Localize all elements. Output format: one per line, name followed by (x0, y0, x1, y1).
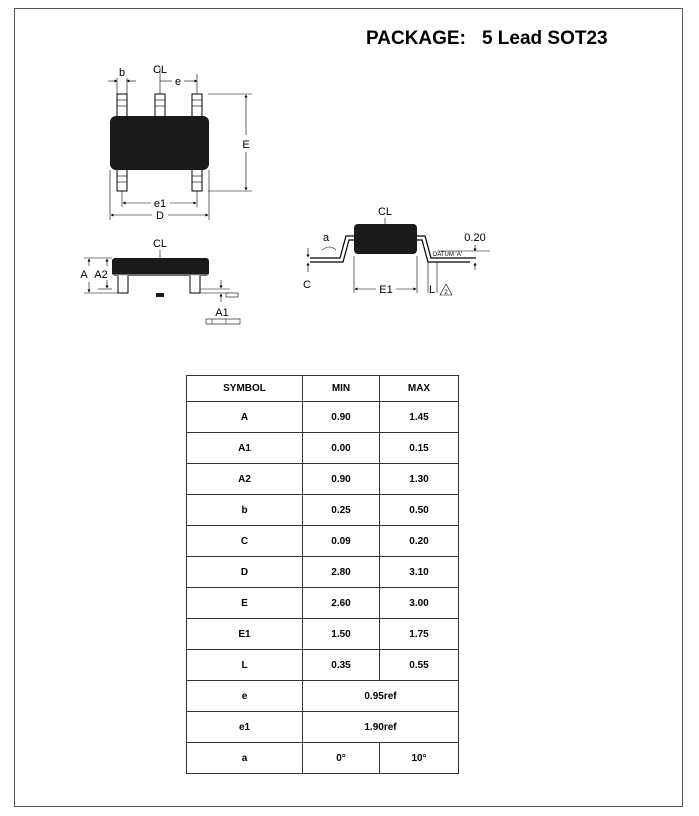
header-symbol: SYMBOL (187, 376, 303, 402)
table-row (187, 681, 459, 712)
label-datum-value: 0.20 (464, 232, 486, 244)
label-e: e (174, 76, 182, 88)
label-A2: A2 (94, 269, 108, 281)
table-row (187, 588, 459, 619)
package-drawing (0, 0, 699, 370)
max-cell: 3.10 (380, 557, 459, 588)
table-row (187, 402, 459, 433)
label-e1: e1 (153, 198, 167, 210)
table-row (187, 712, 459, 743)
symbol-cell: D (187, 557, 303, 588)
min-cell: 0.09 (303, 526, 380, 557)
package-name: 5 Lead SOT23 (481, 28, 608, 49)
min-cell: 0.25 (303, 495, 380, 526)
min-cell: 2.80 (303, 557, 380, 588)
symbol-cell: A (187, 402, 303, 433)
symbol-cell: e1 (187, 712, 303, 743)
label-D: D (156, 210, 164, 222)
label-datum: DATUM 'A' (433, 252, 462, 258)
note-marker: 2 (444, 290, 448, 296)
max-cell: 1.45 (380, 402, 459, 433)
label-C: C (303, 279, 311, 291)
symbol-cell: E1 (187, 619, 303, 650)
max-cell: 0.15 (380, 433, 459, 464)
table-header-row (187, 376, 459, 402)
table-row (187, 619, 459, 650)
value-cell: 0.95ref (303, 681, 459, 712)
symbol-cell: e (187, 681, 303, 712)
label-E: E (242, 139, 250, 151)
min-cell: 1.50 (303, 619, 380, 650)
table-row (187, 464, 459, 495)
label-a: a (322, 232, 330, 244)
label-centerline: CL (152, 64, 168, 76)
end-view (303, 206, 490, 296)
max-cell: 0.20 (380, 526, 459, 557)
table-row (187, 557, 459, 588)
min-cell: 0.35 (303, 650, 380, 681)
label-centerline-end: CL (377, 206, 393, 218)
min-cell: 0.90 (303, 464, 380, 495)
symbol-cell: a (187, 743, 303, 774)
label-L: L (428, 284, 436, 296)
top-view (108, 64, 252, 222)
header-min: MIN (303, 376, 380, 402)
table-row (187, 433, 459, 464)
symbol-cell: C (187, 526, 303, 557)
label-b: b (118, 67, 126, 79)
max-cell: 10° (380, 743, 459, 774)
max-cell: 1.75 (380, 619, 459, 650)
max-cell: 0.55 (380, 650, 459, 681)
min-cell: 0.90 (303, 402, 380, 433)
label-centerline-side: CL (152, 238, 168, 250)
dimension-table (186, 375, 459, 774)
table-row (187, 526, 459, 557)
symbol-cell: b (187, 495, 303, 526)
header-max: MAX (380, 376, 459, 402)
table-row (187, 743, 459, 774)
symbol-cell: A2 (187, 464, 303, 495)
max-cell: 0.50 (380, 495, 459, 526)
table-row (187, 650, 459, 681)
label-A1: A1 (215, 307, 229, 319)
max-cell: 3.00 (380, 588, 459, 619)
label-E1: E1 (379, 284, 393, 296)
label-A: A (80, 269, 88, 281)
min-cell: 2.60 (303, 588, 380, 619)
table-row (187, 495, 459, 526)
min-cell: 0° (303, 743, 380, 774)
symbol-cell: E (187, 588, 303, 619)
max-cell: 1.30 (380, 464, 459, 495)
package-label: PACKAGE: (366, 28, 466, 49)
symbol-cell: L (187, 650, 303, 681)
min-cell: 0.00 (303, 433, 380, 464)
value-cell: 1.90ref (303, 712, 459, 743)
side-view (80, 238, 240, 324)
symbol-cell: A1 (187, 433, 303, 464)
